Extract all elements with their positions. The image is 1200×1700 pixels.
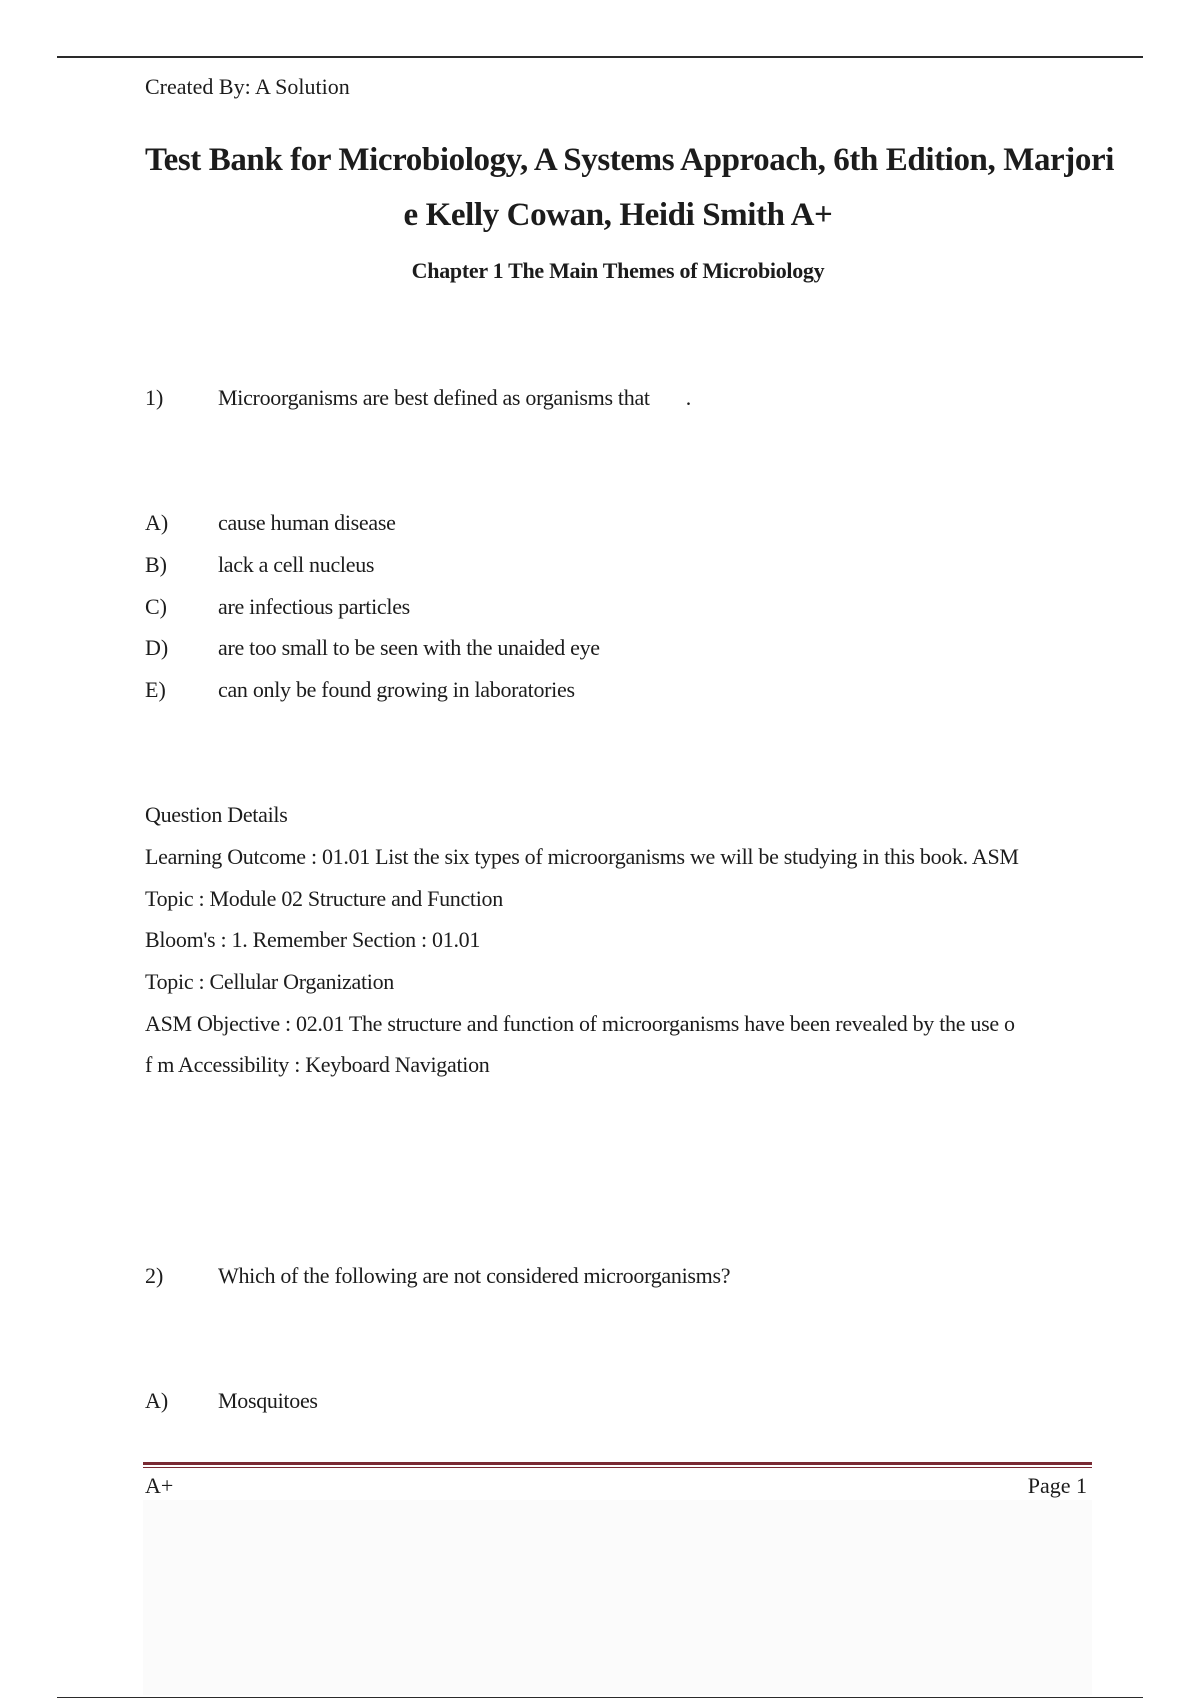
detail-topic: Topic : Module 02 Structure and Function: [145, 886, 503, 911]
option-text: lack a cell nucleus: [218, 552, 375, 577]
question-details-heading: Question Details: [145, 802, 288, 827]
question-stem: Microorganisms are best defined as organisms that: [218, 385, 650, 410]
question-number: 2): [145, 1263, 164, 1288]
footer-page-number: Page 1: [1027, 1473, 1087, 1498]
created-by-line: Created By: A Solution: [145, 74, 350, 99]
top-rule: [57, 56, 1143, 58]
option-text: cause human disease: [218, 510, 396, 535]
detail-accessibility: f m Accessibility : Keyboard Navigation: [145, 1052, 490, 1077]
question-text: [218, 385, 691, 411]
detail-asm-objective: ASM Objective : 02.01 The structure and function of microorganisms have been revealed by the use o: [145, 1011, 1015, 1036]
detail-topic: Topic : Cellular Organization: [145, 969, 395, 994]
bottom-rule: [57, 1697, 1143, 1698]
option-letter: B): [145, 552, 167, 577]
option-letter: C): [145, 594, 167, 619]
option-letter: D): [145, 635, 169, 660]
footer-band: [143, 1500, 1092, 1695]
option-text: are infectious particles: [218, 594, 410, 619]
option-text: Mosquitoes: [218, 1388, 318, 1413]
footer-left-text: A+: [145, 1473, 174, 1498]
option-letter: A): [145, 510, 169, 535]
question-text: Which of the following are not considered microorganisms?: [218, 1263, 731, 1288]
option-letter: A): [145, 1388, 169, 1413]
option-text: are too small to be seen with the unaided eye: [218, 635, 600, 660]
document-title-line-2: e Kelly Cowan, Heidi Smith A+: [403, 197, 833, 233]
question-stem-end: .: [685, 385, 691, 410]
option-letter: E): [145, 677, 166, 702]
question-number: 1): [145, 385, 164, 410]
detail-learning-outcome: Learning Outcome : 01.01 List the six types of microorganisms we will be studying in this book. ASM: [145, 844, 1019, 869]
detail-blooms: Bloom's : 1. Remember Section : 01.01: [145, 927, 481, 952]
document-title-line-1: Test Bank for Microbiology, A Systems Approach, 6th Edition, Marjori: [145, 142, 1115, 178]
footer-rule: [143, 1462, 1092, 1468]
option-text: can only be found growing in laboratories: [218, 677, 575, 702]
chapter-heading: Chapter 1 The Main Themes of Microbiology: [411, 258, 825, 283]
